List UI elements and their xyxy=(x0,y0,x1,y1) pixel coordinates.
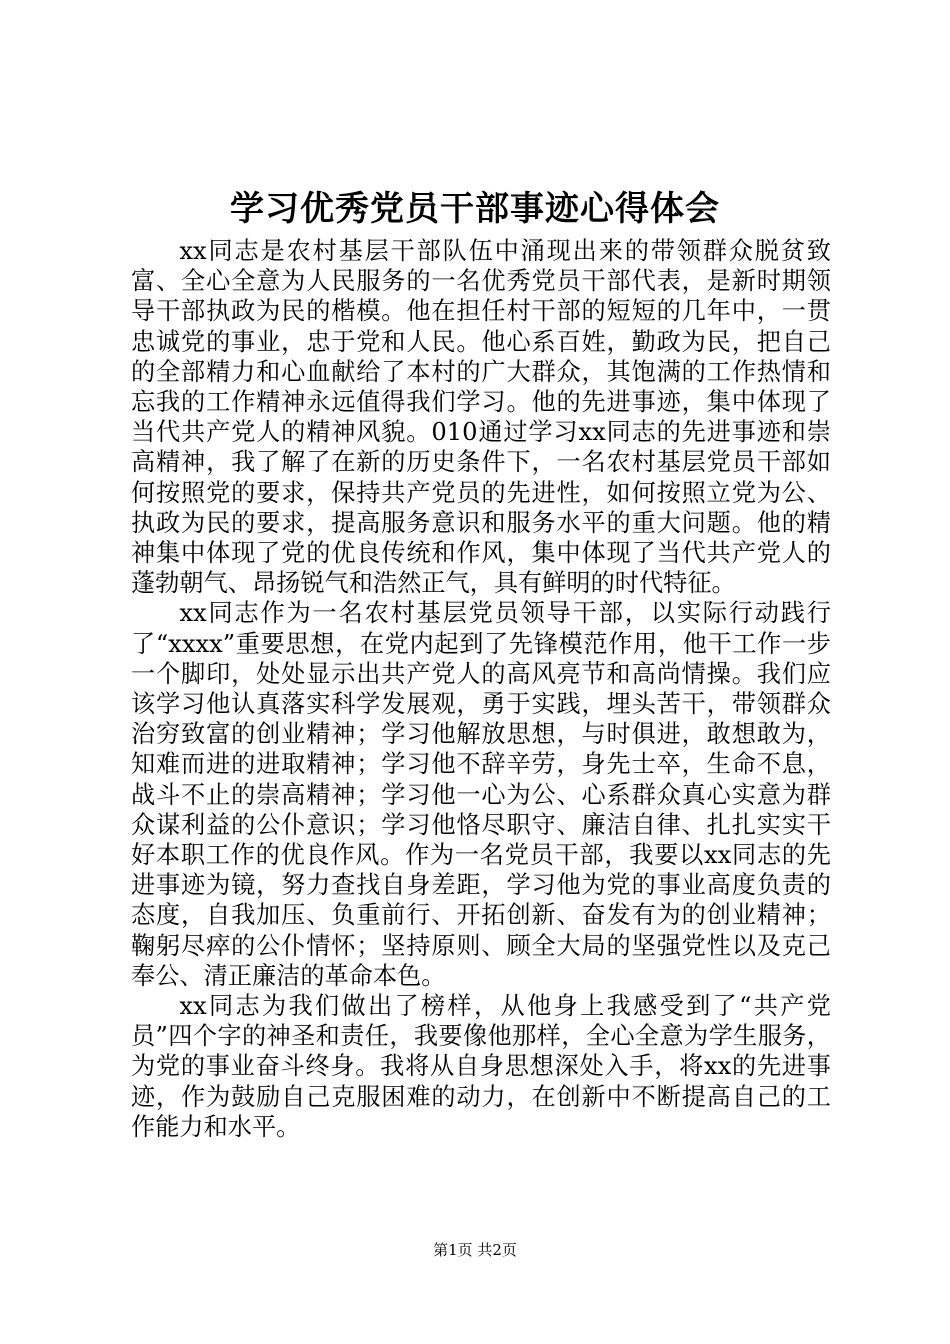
document-body xyxy=(131,236,831,1142)
paragraph-2: xx同志作为一名农村基层党员领导干部，以实际行动践行了“xxxx”重要思想，在党内起到了先锋模范作用，他干工作一步一个脚印，处处显示出共产党人的高风亮节和高尚情操。我们应该学习他认真落实科学发展观，勇于实践，埋头苦干，带领群众治穷致富的创业精神；学习他解放思想，与时俱进，敢想敢为，知难而进的进取精神；学习他不辞辛劳，身先士卒，生命不息，战斗不止的崇高精神；学习他一心为公、心系群众真心实意为群众谋利益的公仆意识；学习他恪尽职守、廉洁自律、扎扎实实干好本职工作的优良作风。作为一名党员干部，我要以xx同志的先进事迹为镜，努力查找自身差距，学习他为党的事业高度负责的态度，自我加压、负重前行、开拓创新、奋发有为的创业精神；鞠躬尽瘁的公仆情怀；坚持原则、顾全大局的坚强党性以及克己奉公、清正廉洁的革命本色。 xyxy=(131,599,831,990)
paragraph-3: xx同志为我们做出了榜样，从他身上我感受到了“共产党员”四个字的神圣和责任，我要像他那样，全心全意为学生服务，为党的事业奋斗终身。我将从自身思想深处入手，将xx的先进事迹，作为鼓励自己克服困难的动力，在创新中不断提高自己的工作能力和水平。 xyxy=(131,992,831,1141)
document-title: 学习优秀党员干部事迹心得体会 xyxy=(230,189,720,229)
page-number-footer: 第1页 共2页 xyxy=(433,1241,517,1259)
paragraph-1: xx同志是农村基层干部队伍中涌现出来的带领群众脱贫致富、全心全意为人民服务的一名优秀党员干部代表，是新时期领导干部执政为民的楷模。他在担任村干部的短短的几年中，一贯忠诚党的事业，忠于党和人民。他心系百姓，勤政为民，把自己的全部精力和心血献给了本村的广大群众，其饱满的工作热情和忘我的工作精神永远值得我们学习。他的先进事迹，集中体现了当代共产党人的精神风貌。010通过学习xx同志的先进事迹和崇高精神，我了解了在新的历史条件下，一名农村基层党员干部如何按照党的要求，保持共产党员的先进性，如何按照立党为公、执政为民的要求，提高服务意识和服务水平的重大问题。他的精神集中体现了党的优良传统和作风，集中体现了当代共产党人的蓬勃朝气、昂扬锐气和浩然正气，具有鲜明的时代特征。 xyxy=(131,237,831,598)
